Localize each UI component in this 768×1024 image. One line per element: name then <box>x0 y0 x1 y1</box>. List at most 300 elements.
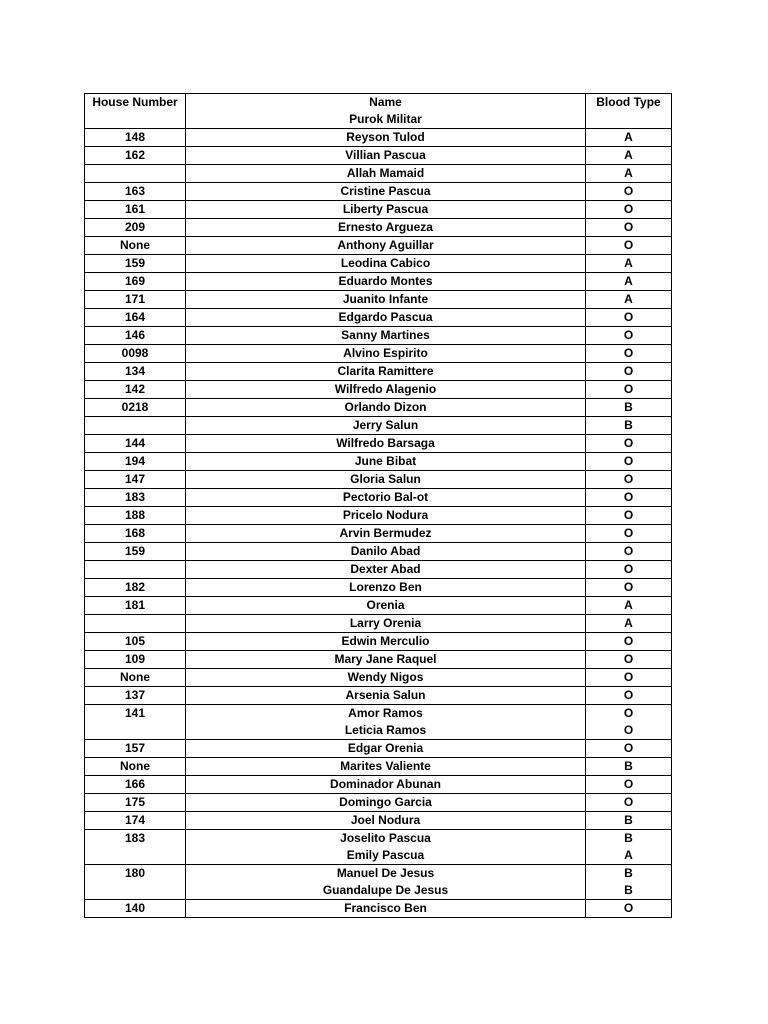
table-row <box>85 129 672 147</box>
house-number-cell <box>85 147 186 165</box>
blood-type-cell <box>586 417 672 435</box>
blood-type-cell <box>586 776 672 794</box>
person-name: Wilfredo Barsaga <box>336 436 435 450</box>
table-row <box>85 900 672 918</box>
blood-type-cell <box>586 705 672 740</box>
person-name: Larry Orenia <box>349 616 422 630</box>
blood-type-cell <box>586 812 672 830</box>
person-name: Wendy Nigos <box>347 670 424 684</box>
person-name: Emily Pascua <box>346 848 425 862</box>
person-name: Francisco Ben <box>344 901 427 915</box>
table-body <box>85 129 672 918</box>
blood-type-cell <box>586 165 672 183</box>
blood-type: O <box>623 652 634 666</box>
house-number: 194 <box>124 454 146 468</box>
house-number-cell <box>85 865 186 900</box>
blood-type-cell <box>586 669 672 687</box>
name-cell <box>186 453 586 471</box>
name-cell <box>186 273 586 291</box>
blood-type: O <box>623 454 634 468</box>
house-number: 0218 <box>121 400 149 414</box>
blood-type: B <box>624 418 633 432</box>
blood-type-cell <box>586 579 672 597</box>
house-number-cell <box>85 633 186 651</box>
blood-type-cell <box>586 147 672 165</box>
house-number: None <box>120 238 150 252</box>
blood-type: O <box>623 688 634 702</box>
house-number: 164 <box>124 310 146 324</box>
blood-type-cell <box>586 471 672 489</box>
house-number-cell <box>85 165 186 183</box>
table-row <box>85 363 672 381</box>
blood-type: O <box>623 346 634 360</box>
house-number: 209 <box>124 220 146 234</box>
blood-type: O <box>623 472 634 486</box>
person-name: Liberty Pascua <box>342 202 429 216</box>
header-house-number <box>85 94 186 129</box>
table-row <box>85 776 672 794</box>
blood-type-cell <box>586 237 672 255</box>
person-name: Arsenia Salun <box>345 688 426 702</box>
house-number <box>89 417 181 434</box>
person-name: Edgardo Pascua <box>338 310 433 324</box>
person-name: Mary Jane Raquel <box>334 652 437 666</box>
table-row <box>85 507 672 525</box>
blood-type-cell <box>586 291 672 309</box>
table-row <box>85 435 672 453</box>
table-row <box>85 183 672 201</box>
house-number: 157 <box>124 741 146 755</box>
blood-type: O <box>623 723 634 737</box>
name-cell <box>186 507 586 525</box>
person-name: Orlando Dizon <box>344 400 427 414</box>
person-name: Alvino Espirito <box>343 346 428 360</box>
name-cell <box>186 165 586 183</box>
blood-type: B <box>624 883 633 897</box>
blood-type-cell <box>586 309 672 327</box>
house-number-cell <box>85 489 186 507</box>
name-cell <box>186 183 586 201</box>
person-name: Leodina Cabico <box>340 256 431 270</box>
person-name: Arvin Bermudez <box>339 526 432 540</box>
house-number: 171 <box>124 292 146 306</box>
house-number: 181 <box>124 598 146 612</box>
blood-type: A <box>624 148 633 162</box>
blood-type: O <box>623 901 634 915</box>
blood-type: A <box>624 598 633 612</box>
person-name: Sanny Martines <box>341 328 430 342</box>
header-name-label: Name <box>369 95 402 109</box>
blood-type: A <box>624 256 633 270</box>
name-cell <box>186 543 586 561</box>
blood-type: B <box>624 813 633 827</box>
person-name: Edgar Orenia <box>347 741 424 755</box>
name-cell <box>186 669 586 687</box>
table-row <box>85 327 672 345</box>
house-number-cell <box>85 309 186 327</box>
table-row <box>85 705 672 740</box>
name-cell <box>186 255 586 273</box>
house-number: 137 <box>124 688 146 702</box>
blood-type-cell <box>586 363 672 381</box>
person-name: Allah Mamaid <box>346 166 425 180</box>
house-number: 134 <box>124 364 146 378</box>
table-row <box>85 165 672 183</box>
blood-type: O <box>623 741 634 755</box>
blood-type: O <box>623 544 634 558</box>
house-number-cell <box>85 417 186 435</box>
house-number-cell <box>85 453 186 471</box>
table-row <box>85 615 672 633</box>
house-number <box>89 561 181 578</box>
person-name: Leticia Ramos <box>344 723 427 737</box>
house-number-cell <box>85 219 186 237</box>
house-number: 148 <box>124 130 146 144</box>
blood-type-cell <box>586 651 672 669</box>
blood-type-cell <box>586 345 672 363</box>
blood-type-cell <box>586 327 672 345</box>
person-name: Dexter Abad <box>350 562 421 576</box>
name-cell <box>186 237 586 255</box>
blood-type: A <box>624 616 633 630</box>
house-number: 159 <box>124 256 146 270</box>
house-number: 161 <box>124 202 146 216</box>
house-number-cell <box>85 201 186 219</box>
table-row <box>85 740 672 758</box>
name-cell <box>186 417 586 435</box>
header-house-number-label: House Number <box>92 95 178 109</box>
house-number-cell <box>85 363 186 381</box>
table-row <box>85 219 672 237</box>
house-number: 182 <box>124 580 146 594</box>
blood-type: A <box>624 292 633 306</box>
blood-type-cell <box>586 865 672 900</box>
blood-type-cell <box>586 543 672 561</box>
house-number-cell <box>85 561 186 579</box>
house-number: None <box>120 759 150 773</box>
blood-type: O <box>623 382 634 396</box>
name-cell <box>186 812 586 830</box>
person-name: Orenia <box>366 598 405 612</box>
house-number: 180 <box>124 866 146 880</box>
name-cell <box>186 615 586 633</box>
person-name: Joel Nodura <box>350 813 421 827</box>
house-number-cell <box>85 345 186 363</box>
house-number-cell <box>85 399 186 417</box>
person-name: Villian Pascua <box>345 148 426 162</box>
blood-type-cell <box>586 758 672 776</box>
table-row <box>85 561 672 579</box>
blood-type-cell <box>586 597 672 615</box>
name-cell <box>186 651 586 669</box>
house-number: 168 <box>124 526 146 540</box>
person-name: Guandalupe De Jesus <box>322 883 449 897</box>
house-number-cell <box>85 471 186 489</box>
blood-type: A <box>624 848 633 862</box>
blood-type: B <box>624 759 633 773</box>
blood-type-cell <box>586 381 672 399</box>
house-number-cell <box>85 579 186 597</box>
house-number-cell <box>85 830 186 865</box>
table-row <box>85 633 672 651</box>
blood-type-cell <box>586 900 672 918</box>
house-number: 0098 <box>121 346 149 360</box>
table-row <box>85 597 672 615</box>
house-number-cell <box>85 543 186 561</box>
table-row <box>85 309 672 327</box>
blood-type: A <box>624 274 633 288</box>
house-number: 140 <box>124 901 146 915</box>
header-blood-type-label: Blood Type <box>596 95 661 109</box>
blood-type-cell <box>586 830 672 865</box>
table-row <box>85 543 672 561</box>
table-row <box>85 237 672 255</box>
house-number: 159 <box>124 544 146 558</box>
table-row <box>85 669 672 687</box>
person-name: Joselito Pascua <box>340 831 431 845</box>
name-cell <box>186 525 586 543</box>
table-row <box>85 525 672 543</box>
house-number: 147 <box>124 472 146 486</box>
blood-type: O <box>623 220 634 234</box>
blood-type-cell <box>586 687 672 705</box>
name-cell <box>186 219 586 237</box>
blood-type: O <box>623 634 634 648</box>
blood-type: O <box>623 706 634 720</box>
person-name: Danilo Abad <box>350 544 421 558</box>
blood-type-cell <box>586 525 672 543</box>
name-cell <box>186 758 586 776</box>
name-cell <box>186 345 586 363</box>
blood-type-cell <box>586 507 672 525</box>
blood-type-cell <box>586 615 672 633</box>
blood-type: B <box>624 400 633 414</box>
house-number-cell <box>85 525 186 543</box>
blood-type: O <box>623 670 634 684</box>
name-cell <box>186 900 586 918</box>
house-number-cell <box>85 507 186 525</box>
house-number-cell <box>85 900 186 918</box>
name-cell <box>186 399 586 417</box>
blood-type-cell <box>586 219 672 237</box>
name-cell <box>186 129 586 147</box>
name-cell <box>186 794 586 812</box>
person-name: June Bibat <box>354 454 417 468</box>
blood-type: O <box>623 238 634 252</box>
name-cell <box>186 147 586 165</box>
table-row <box>85 758 672 776</box>
house-number-cell <box>85 812 186 830</box>
table-row <box>85 417 672 435</box>
purok-subtitle: Purok Militar <box>349 112 422 126</box>
table-row <box>85 291 672 309</box>
blood-type-cell <box>586 740 672 758</box>
person-name: Amor Ramos <box>348 706 423 720</box>
table-row <box>85 830 672 865</box>
name-cell <box>186 327 586 345</box>
blood-type: O <box>623 562 634 576</box>
header-name <box>186 94 586 129</box>
house-number-cell <box>85 183 186 201</box>
table-row <box>85 453 672 471</box>
name-cell <box>186 561 586 579</box>
house-number: 166 <box>124 777 146 791</box>
table-row <box>85 345 672 363</box>
person-name: Edwin Merculio <box>341 634 430 648</box>
house-number: 144 <box>124 436 146 450</box>
person-name: Ernesto Argueza <box>338 220 433 234</box>
blood-type: O <box>623 202 634 216</box>
name-cell <box>186 776 586 794</box>
person-name: Anthony Aguillar <box>337 238 434 252</box>
person-name: Jerry Salun <box>352 418 419 432</box>
header-blood-type <box>586 94 672 129</box>
house-number: None <box>120 670 150 684</box>
blood-type: O <box>623 328 634 342</box>
house-number-cell <box>85 669 186 687</box>
blood-type: O <box>623 508 634 522</box>
person-name: Marites Valiente <box>340 759 431 773</box>
house-number-cell <box>85 758 186 776</box>
person-name: Pectorio Bal-ot <box>342 490 429 504</box>
house-number-cell <box>85 687 186 705</box>
blood-type: A <box>624 166 633 180</box>
name-cell <box>186 705 586 740</box>
blood-type-cell <box>586 201 672 219</box>
blood-type-cell <box>586 273 672 291</box>
table-row <box>85 147 672 165</box>
house-number: 175 <box>124 795 146 809</box>
person-name: Cristine Pascua <box>340 184 431 198</box>
house-number-cell <box>85 237 186 255</box>
house-number-cell <box>85 615 186 633</box>
person-name: Domingo Garcia <box>339 795 432 809</box>
header-row <box>85 94 672 129</box>
blood-type: O <box>623 310 634 324</box>
table-row <box>85 399 672 417</box>
name-cell <box>186 597 586 615</box>
house-number-cell <box>85 129 186 147</box>
house-number: 163 <box>124 184 146 198</box>
blood-type-cell <box>586 489 672 507</box>
name-cell <box>186 830 586 865</box>
table-row <box>85 471 672 489</box>
table-row <box>85 201 672 219</box>
person-name: Reyson Tulod <box>346 130 425 144</box>
person-name: Eduardo Montes <box>338 274 433 288</box>
blood-type-cell <box>586 561 672 579</box>
house-number: 109 <box>124 652 146 666</box>
blood-type-cell <box>586 453 672 471</box>
house-number: 188 <box>124 508 146 522</box>
name-cell <box>186 579 586 597</box>
blood-type-cell <box>586 435 672 453</box>
house-number-cell <box>85 794 186 812</box>
person-name: Clarita Ramittere <box>337 364 434 378</box>
blood-type: A <box>624 130 633 144</box>
table-row <box>85 489 672 507</box>
person-name: Dominador Abunan <box>330 777 441 791</box>
table-row <box>85 812 672 830</box>
blood-type: B <box>624 866 633 880</box>
table-row <box>85 651 672 669</box>
house-number: 146 <box>124 328 146 342</box>
house-number-cell <box>85 651 186 669</box>
blood-type-table <box>84 93 672 918</box>
house-number: 142 <box>124 382 146 396</box>
house-number-cell <box>85 327 186 345</box>
house-number: 141 <box>124 706 146 720</box>
house-number-cell <box>85 255 186 273</box>
table-row <box>85 273 672 291</box>
name-cell <box>186 471 586 489</box>
person-name: Juanito Infante <box>342 292 429 306</box>
blood-type: O <box>623 580 634 594</box>
house-number <box>89 165 181 182</box>
house-number: 105 <box>124 634 146 648</box>
blood-type-cell <box>586 129 672 147</box>
house-number-cell <box>85 776 186 794</box>
name-cell <box>186 201 586 219</box>
blood-type-cell <box>586 255 672 273</box>
blood-type: B <box>624 831 633 845</box>
name-cell <box>186 381 586 399</box>
house-number: 169 <box>124 274 146 288</box>
name-cell <box>186 309 586 327</box>
house-number-cell <box>85 740 186 758</box>
blood-type-cell <box>586 794 672 812</box>
blood-type-cell <box>586 399 672 417</box>
house-number-cell <box>85 291 186 309</box>
house-number: 162 <box>124 148 146 162</box>
person-name: Wilfredo Alagenio <box>334 382 437 396</box>
house-number: 183 <box>124 831 146 845</box>
house-number <box>89 615 181 632</box>
name-cell <box>186 633 586 651</box>
blood-type: O <box>623 184 634 198</box>
house-number: 183 <box>124 490 146 504</box>
house-number-cell <box>85 273 186 291</box>
table-row <box>85 381 672 399</box>
person-name: Manuel De Jesus <box>336 866 435 880</box>
blood-type: O <box>623 777 634 791</box>
house-number-cell <box>85 381 186 399</box>
blood-type: O <box>623 436 634 450</box>
house-number-cell <box>85 597 186 615</box>
blood-type-cell <box>586 633 672 651</box>
house-number: 174 <box>124 813 146 827</box>
blood-type: O <box>623 490 634 504</box>
name-cell <box>186 363 586 381</box>
name-cell <box>186 687 586 705</box>
name-cell <box>186 740 586 758</box>
table-row <box>85 865 672 900</box>
name-cell <box>186 865 586 900</box>
house-number-cell <box>85 435 186 453</box>
table-row <box>85 255 672 273</box>
name-cell <box>186 435 586 453</box>
name-cell <box>186 489 586 507</box>
table-row <box>85 794 672 812</box>
person-name: Lorenzo Ben <box>349 580 422 594</box>
blood-type: O <box>623 364 634 378</box>
name-cell <box>186 291 586 309</box>
blood-type-cell <box>586 183 672 201</box>
person-name: Gloria Salun <box>350 472 421 486</box>
blood-type: O <box>623 795 634 809</box>
table-row <box>85 687 672 705</box>
blood-type: O <box>623 526 634 540</box>
